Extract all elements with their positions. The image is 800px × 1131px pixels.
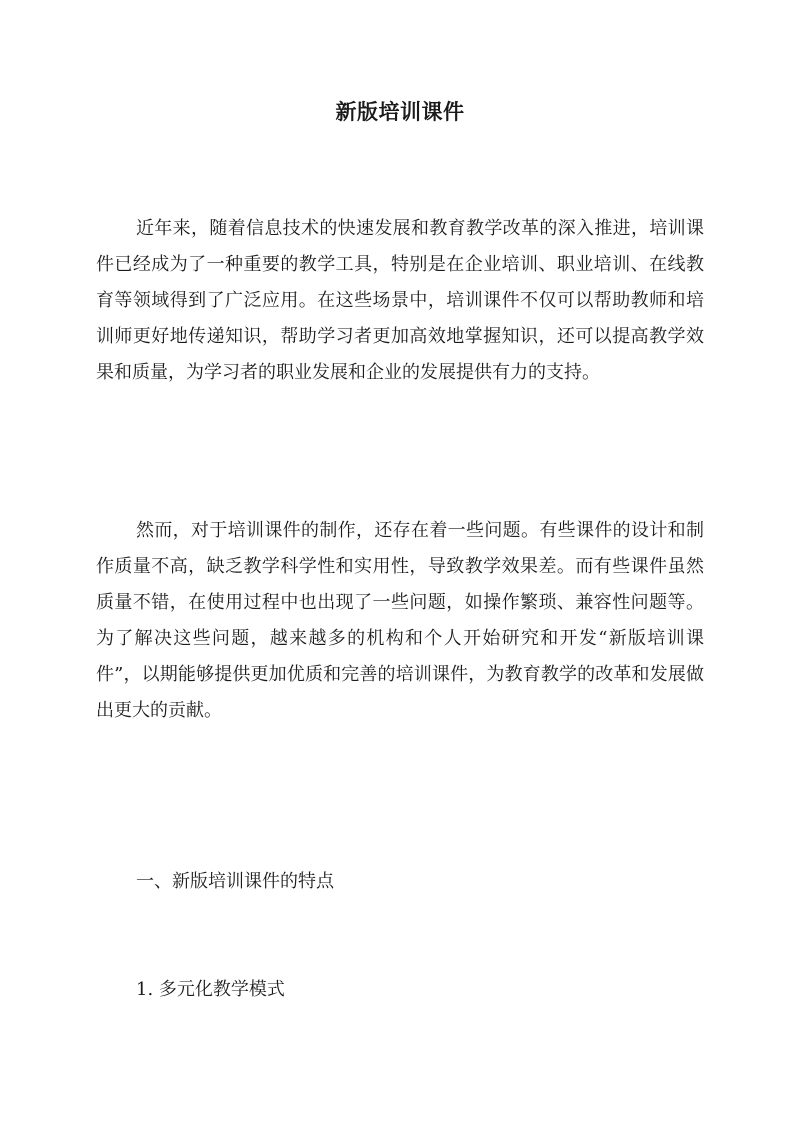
section-heading: 一、新版培训课件的特点 (136, 871, 334, 892)
document-title: 新版培训课件 (335, 99, 465, 124)
subsection-heading: 1. 多元化教学模式 (136, 979, 285, 1000)
intro-paragraph: 近年来，随着信息技术的快速发展和教育教学改革的深入推进，培训课件已经成为了一种重要的教学工具，特别是在企业培训、职业培训、在线教育等领域得到了广泛应用。在这些场景中，培训课件不仅可以帮助教师和培训师更好地传递知识，帮助学习者更加高效地掌握知识，还可以提高教学效果和质量，为学习者的职业发展和企业的发展提供有力的支持。 (96, 218, 704, 383)
problem-paragraph: 然而，对于培训课件的制作，还存在着一些问题。有些课件的设计和制作质量不高，缺乏教学科学性和实用性，导致教学效果差。而有些课件虽然质量不错，在使用过程中也出现了一些问题，如操作繁琐、兼容性问题等。为了解决这些问题，越来越多的机构和个人开始研究和开发“新版培训课件”，以期能够提供更加优质和完善的培训课件，为教育教学的改革和发展做出更大的贡献。 (96, 520, 704, 721)
